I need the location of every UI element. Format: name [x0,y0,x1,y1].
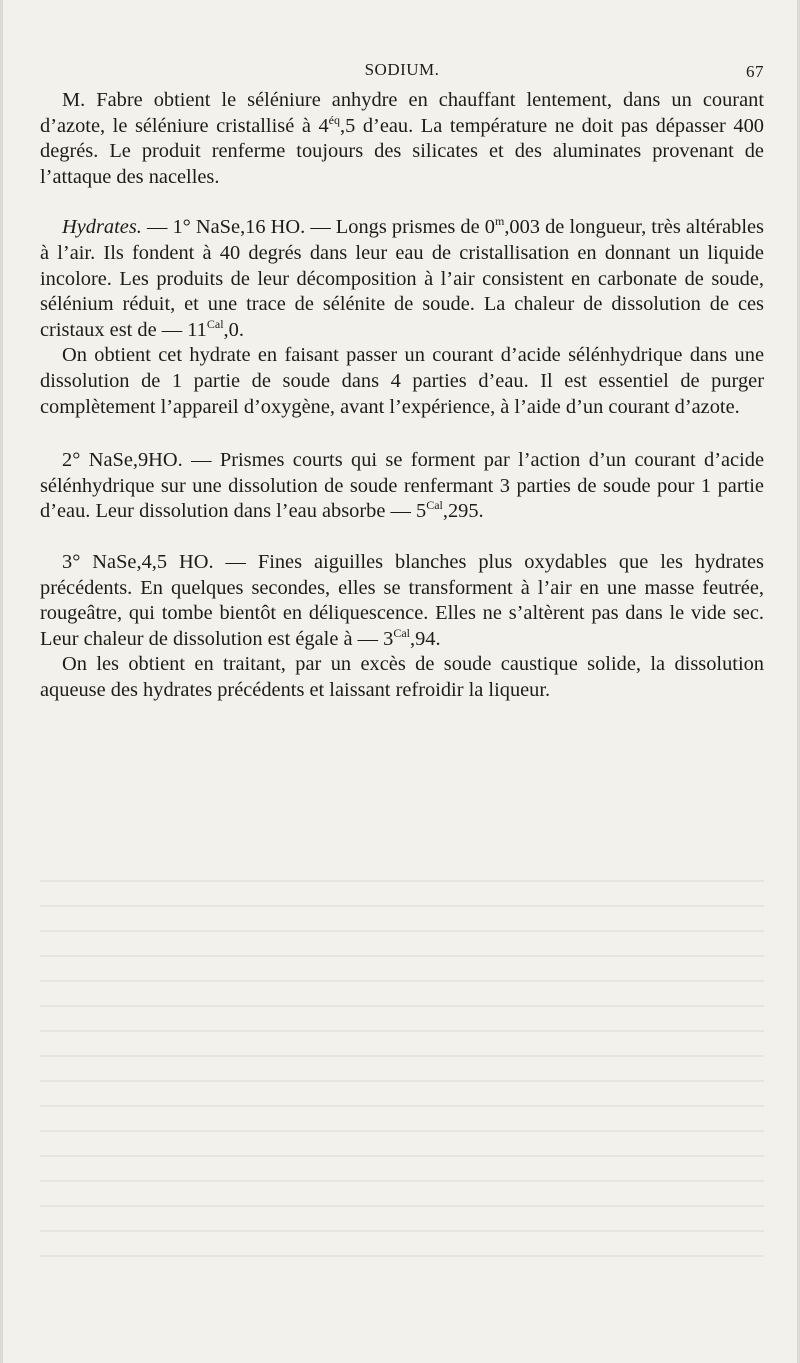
paragraph-hydrates-16ho-body: — 1° NaSe,16 HO. — Longs prismes de 0$^m$,003 de longueur, très altérables à l’air. Ils fondent à 40 degrés dans leur eau de cristallisation en donnant un liquide incolore. Les produits de leur décomposition à l’air consistent en carbonate de soude, sélénium réduit, et une trace de sélénite de soude. La chaleur de dissolution de ces cristaux est de — $11^{Cal},0$. [40,214,764,341]
paragraph-hydrate-preparation: On obtient cet hydrate en faisant passer un courant d’acide sélénhydrique dans une dissolution de 1 partie de soude dans 4 parties d’eau. Il est essentiel de purger complètement l’appareil d’oxygène, avant l’expérience, à l’aide d’un courant d’azote. [40,344,764,418]
body-text [40,88,764,703]
running-title: SODIUM. [364,60,440,79]
show-through-from-reverse-page [40,880,764,1300]
paragraph-hydrate-4-5ho-preparation: On les obtient en traitant, par un excès de soude caustique solide, la dissolution aqueuse des hydrates précédents et laissant refroidir la liqueur. [40,653,764,701]
paragraph-hydrate-4-5ho: 3° NaSe,4,5 HO. — Fines aiguilles blanches plus oxydables que les hydrates précédents. En quelques secondes, elles se transforment à l’air en une masse feutrée, rougeâtre, qui tombe bientôt en déliquescence. Elles ne s’altèrent pas dans le vide sec. Leur chaleur de dissolution est égale à — $3^{Cal},94$. [40,550,764,650]
page-edge-left [0,0,3,1363]
section-label-hydrates: Hydrates. [62,216,142,239]
running-header [40,58,764,84]
page-number: 67 [746,62,764,81]
paragraph-hydrates-16ho [40,215,764,343]
paragraph-anhydrous-selenide: M. Fabre obtient le séléniure anhydre en chauffant lentement, dans un courant d’azote, le séléniure cristallisé à $4^{éq},5$ d’eau. La température ne doit pas dépasser 400 degrés. Le produit renferme toujours des silicates et des aluminates provenant de l’attaque des nacelles. [40,89,764,188]
paragraph-hydrate-9ho: 2° NaSe,9HO. — Prismes courts qui se forment par l’action d’un courant d’acide sélénhydrique sur une dissolution de soude renfermant 3 parties de soude pour 1 partie d’eau. Leur dissolution dans l’eau absorbe — $5^{Cal},295$. [40,449,764,523]
